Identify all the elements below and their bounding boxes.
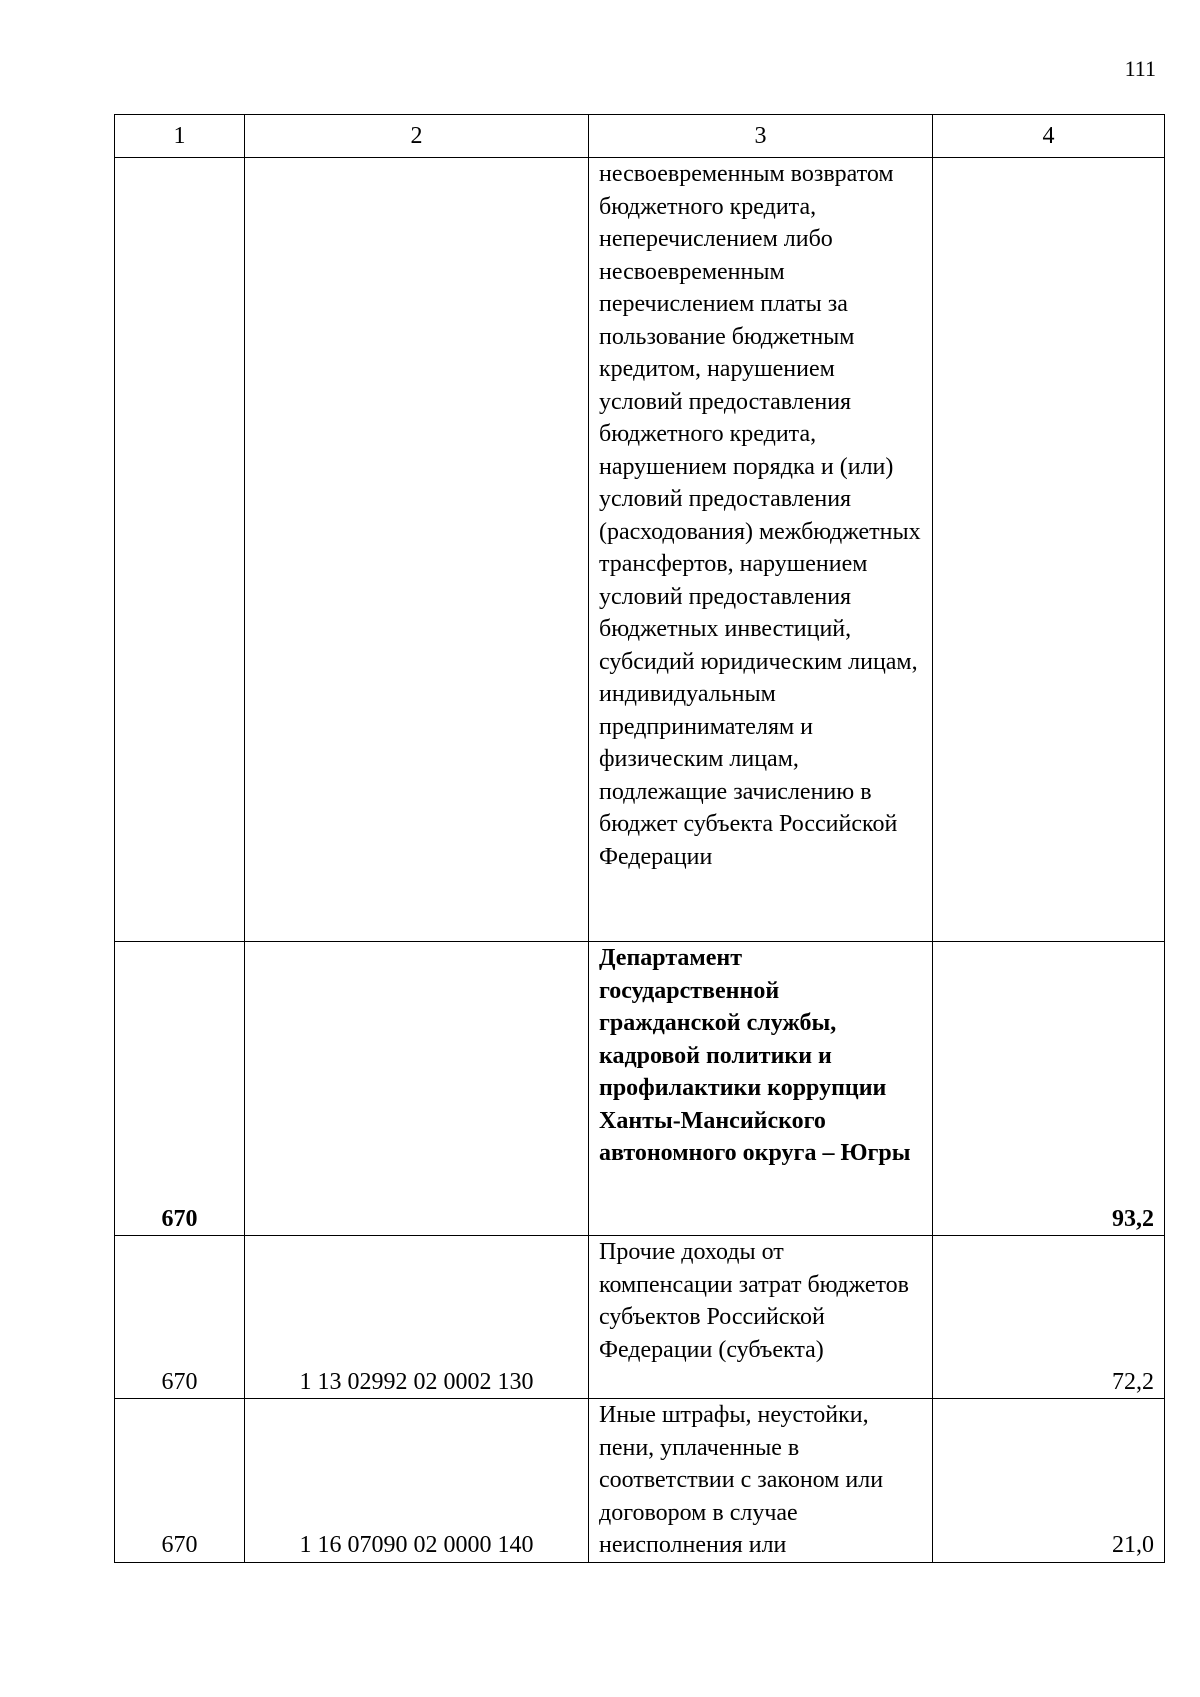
header-col-1: 1 (115, 115, 245, 158)
kbk-code-cell: 1 16 07090 02 0000 140 (245, 1399, 589, 1563)
amount-cell (933, 158, 1165, 942)
kbk-code-cell: 1 13 02992 02 0002 130 (245, 1236, 589, 1399)
table-header-row (115, 115, 1165, 158)
kbk-code-cell (245, 158, 589, 942)
page-number: 111 (1124, 56, 1156, 81)
header-col-4: 4 (933, 115, 1165, 158)
amount-cell: 21,0 (933, 1399, 1165, 1563)
amount-cell: 93,2 (933, 942, 1165, 1236)
amount-cell: 72,2 (933, 1236, 1165, 1399)
admin-code-cell: 670 (115, 1399, 245, 1563)
table-row (115, 1236, 1165, 1399)
header-col-2: 2 (245, 115, 589, 158)
table-row-department (115, 942, 1165, 1236)
revenue-name-cell: Прочие доходы от компенсации затрат бюджетов субъектов Российской Федерации (субъекта) (589, 1236, 933, 1399)
revenue-name-cell: Иные штрафы, неустойки, пени, уплаченные в соответствии с законом или договором в случае неисполнения или (589, 1399, 933, 1563)
admin-code-cell (115, 158, 245, 942)
kbk-code-cell (245, 942, 589, 1236)
table-row (115, 158, 1165, 942)
department-name-cell: Департамент государственной гражданской службы, кадровой политики и профилактики коррупции Ханты-Мансийского автономного округа – Югры (589, 942, 933, 1236)
header-col-3: 3 (589, 115, 933, 158)
table-row (115, 1399, 1165, 1563)
admin-code-cell: 670 (115, 1236, 245, 1399)
revenue-name-cell: несвоевременным возвратом бюджетного кредита, неперечислением либо несвоевременным перечислением платы за пользование бюджетным кредитом, нарушением условий предоставления бюджетного кредита, нарушением порядка и (или) условий предоставления (расходования) межбюджетных трансфертов, нарушением условий предоставления бюджетных инвестиций, субсидий юридическим лицам, индивидуальным предпринимателям и физическим лицам, подлежащие зачислению в бюджет субъекта Российской Федерации (589, 158, 933, 942)
budget-revenue-table (114, 114, 1165, 1563)
admin-code-cell: 670 (115, 942, 245, 1236)
